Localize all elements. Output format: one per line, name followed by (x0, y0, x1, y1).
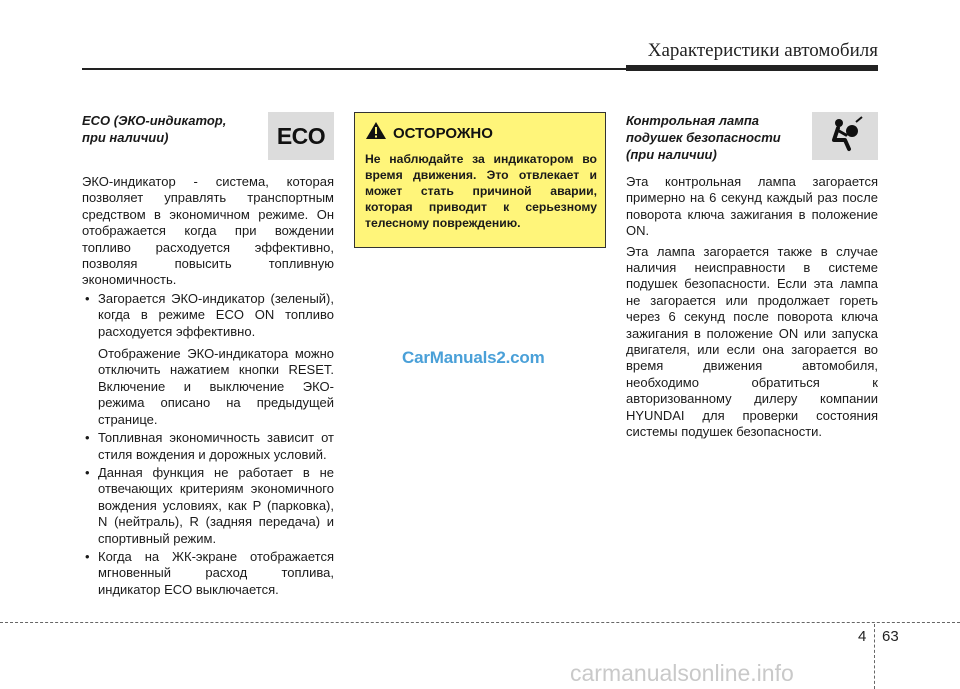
eco-icon-label: ECO (276, 122, 326, 149)
eco-bullet-4: • Когда на ЖК-экране отображается мгновенный расход топлива, индикатор ECO выключается. (82, 549, 334, 598)
caution-box (354, 112, 606, 248)
airbag-section-header (626, 112, 878, 164)
eco-intro-paragraph: ЭКО-индикатор - система, которая позволяет управлять транспортным средством в экономичном режиме. Он отображается когда при вождении топливо расходуется эффективно, позволяя повысить топливную экономичность. (82, 174, 334, 288)
eco-bullet-1: • Загорается ЭКО-индикатор (зеленый), когда в режиме ECO ON топливо расходуется эффективно. (82, 291, 334, 340)
caution-title: ОСТОРОЖНО (393, 124, 493, 142)
footer-divider (0, 622, 960, 623)
eco-bullet-list-more (82, 430, 334, 598)
eco-bullet-2: • Топливная экономичность зависит от стиля вождения и дорожных условий. (82, 430, 334, 463)
eco-indicator-icon (268, 112, 334, 160)
header-rule-accent (626, 65, 878, 71)
airbag-paragraph-1: Эта контрольная лампа загорается примерно на 6 секунд каждый раз после поворота ключа зажигания в положение ON. (626, 174, 878, 239)
eco-section (82, 112, 334, 598)
warning-triangle-icon (365, 121, 387, 145)
footer-watermark: carmanualsonline.info (570, 660, 794, 686)
caution-text: Не наблюдайте за индикатором во время движения. Это отвлекает и может стать причиной аварии, которая приводит к серьезному телесному повреждению. (365, 152, 597, 230)
caution-header (365, 121, 597, 145)
page-header-title: Характеристики автомобиля (647, 40, 878, 61)
eco-section-title: ECO (ЭКО-индикатор, при наличии) (82, 113, 227, 145)
eco-section-header (82, 112, 334, 164)
eco-bullet-3: • Данная функция не работает в не отвечающих критериям экономичного вождения условиях, как P (парковка), N (нейтраль), R (задняя передача) и спортивный режим. (82, 465, 334, 547)
chapter-number: 4 (858, 628, 867, 645)
page-number-separator (874, 624, 875, 689)
eco-bullet-list (82, 291, 334, 340)
airbag-indicator-box (812, 112, 878, 160)
airbag-section-title: Контрольная лампа подушек безопасности (при наличии) (626, 113, 781, 162)
site-watermark: CarManuals2.com (402, 348, 545, 367)
airbag-section (626, 112, 878, 441)
page-number: 63 (882, 628, 899, 645)
airbag-seated-person-icon (825, 114, 865, 159)
eco-bullet-1-continuation: Отображение ЭКО-индикатора можно отключить нажатием кнопки RESET. Включение и выключение ЭКО-режима описано на предыдущей странице. (98, 346, 334, 427)
airbag-paragraph-2: Эта лампа загорается также в случае наличия неисправности в системе подушек безопасности. Если эта лампа не загорается или продолжает гореть через 6 секунд после поворота ключа зажигания в положение ON или запуска двигателя, или если она загорается во время движения автомобиля, необходимо обратиться к авторизованному дилеру компании HYUNDAI для проверки состояния системы подушек безопасности. (626, 243, 878, 440)
